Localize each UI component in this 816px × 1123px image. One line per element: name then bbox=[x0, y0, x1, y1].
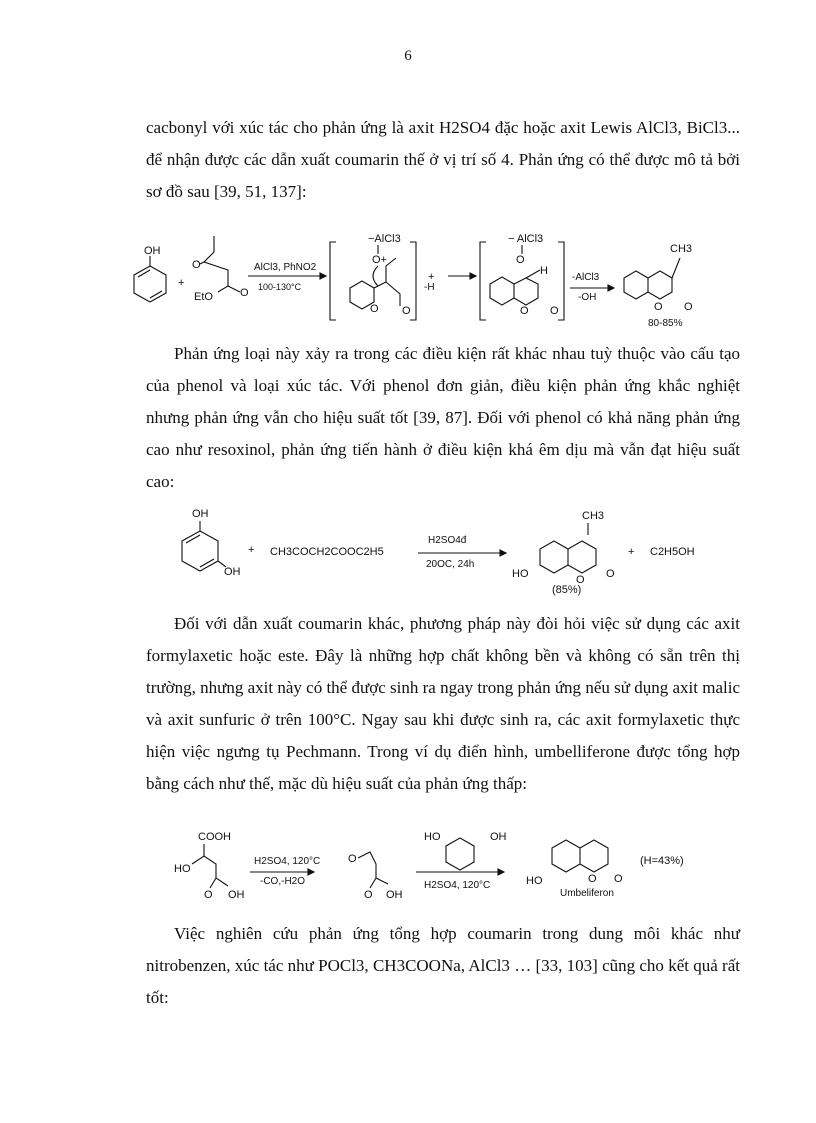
paragraph-4: Việc nghiên cứu phản ứng tổng hợp coumarin trong dung môi khác như nitrobenzen, xúc tác như POCl3, CH3COONa, AlCl3 … [33, 103] cũng cho kết quả rất tốt: bbox=[146, 924, 740, 1007]
resorcinol-oh-top: OH bbox=[192, 508, 209, 520]
resorcinol-oh-meta: OH bbox=[224, 566, 241, 578]
product-ring-o: O bbox=[654, 301, 663, 313]
keto-o: O bbox=[192, 259, 201, 271]
paragraph-1: cacbonyl với xúc tác cho phản ứng là axit H2SO4 đặc hoặc axit Lewis AlCl3, BiCl3... để nhận được các dẫn xuất coumarin thế ở vị trí số 4. Phản ứng có thể được mô tả bởi sơ đồ sau [39, 51, 137]: bbox=[146, 118, 740, 201]
product-carbonyl-o: O bbox=[606, 568, 615, 580]
alcl3-complex-b: − AlCl3 bbox=[508, 233, 544, 245]
scheme2-condition-bottom: 20OC, 24h bbox=[426, 559, 475, 570]
ethyl-acetoacetate: CH3COCH2COOC2H5 bbox=[270, 546, 384, 558]
ethanol: C2H5OH bbox=[650, 546, 695, 558]
minus-oh: -OH bbox=[578, 292, 597, 303]
umbelliferone-carbonyl-o: O bbox=[614, 873, 623, 885]
scheme2-condition-top: H2SO4đ bbox=[428, 535, 467, 546]
malic-cooh: COOH bbox=[198, 831, 231, 843]
ring-o-b: O bbox=[520, 305, 529, 317]
reaction-scheme-1 bbox=[120, 228, 720, 328]
product-ch3: CH3 bbox=[670, 243, 693, 255]
alcl3-complex-a: −AlCl3 bbox=[368, 233, 401, 245]
minus-alcl3: -AlCl3 bbox=[572, 272, 600, 283]
phenol-oh: OH bbox=[144, 245, 161, 257]
ester-o: O bbox=[240, 287, 249, 299]
scheme1-condition-top: AlCl3, PhNO2 bbox=[254, 262, 317, 273]
minus-h: -H bbox=[424, 282, 435, 293]
reaction-scheme-3 bbox=[120, 826, 720, 906]
product-carbonyl-o: O bbox=[684, 301, 693, 313]
paragraph-3: Đối với dẫn xuất coumarin khác, phương pháp này đòi hỏi việc sử dụng các axit formylaxetic hoặc este. Đây là những hợp chất không bền và không có sẵn trên thị trường, nhưng axit này có thể được sinh ra ngay trong phản ứng nếu sử dụng axit malic và axit sunfuric ở trên 100°C. Ngay sau khi được sinh ra, các axit formylaxetic thực hiện việc ngưng tụ Pechmann. Trong ví dụ điển hình, umbelliferone được tổng hợp bằng cách như thế, mặc dù hiệu suất của phản ứng thấp: bbox=[146, 614, 740, 793]
h-atom-b: H bbox=[540, 265, 548, 277]
product-ho: HO bbox=[512, 568, 529, 580]
plus-sign-1: + bbox=[248, 544, 255, 556]
scheme3-condition-2: H2SO4, 120°C bbox=[424, 880, 491, 891]
aldehyde-o: O bbox=[348, 853, 357, 865]
oxonium-a: O+ bbox=[372, 254, 387, 266]
product-name: Umbeliferon bbox=[560, 888, 614, 899]
resorcinol-oh: OH bbox=[490, 831, 507, 843]
carbonyl-o-a: O bbox=[402, 305, 411, 317]
acid-oh: OH bbox=[386, 889, 403, 901]
malic-o: O bbox=[204, 889, 213, 901]
reaction-scheme-2 bbox=[120, 505, 720, 600]
paragraph-2: Phản ứng loại này xảy ra trong các điều kiện rất khác nhau tuỳ thuộc vào cấu tạo của phenol và loại xúc tác. Với phenol đơn giản, điều kiện phản ứng khắc nghiệt nhưng phản ứng vẫn cho hiệu suất tốt [39, 87]. Đối với phenol có khả năng phản ứng cao như resoxinol, phản ứng tiến hành ở điều kiện khá êm dịu mà vẫn đạt hiệu suất cao: bbox=[146, 344, 740, 491]
scheme1-yield: 80-85% bbox=[648, 318, 683, 328]
scheme3-condition-1-bottom: -CO,-H2O bbox=[260, 876, 305, 887]
scheme1-condition-bottom: 100-130°C bbox=[258, 282, 302, 292]
malic-ho: HO bbox=[174, 863, 191, 875]
page-number: 6 bbox=[404, 48, 412, 64]
plus-sign-2: + bbox=[628, 546, 635, 558]
malic-oh: OH bbox=[228, 889, 245, 901]
scheme2-yield: (85%) bbox=[552, 584, 582, 596]
scheme3-condition-1-top: H2SO4, 120°C bbox=[254, 856, 321, 867]
umbelliferone-ho: HO bbox=[526, 875, 543, 887]
oxygen-b: O bbox=[516, 254, 525, 266]
resorcinol-ho: HO bbox=[424, 831, 441, 843]
product-ch3: CH3 bbox=[582, 510, 605, 522]
scheme3-yield: (H=43%) bbox=[640, 855, 684, 867]
plus-sign: + bbox=[178, 277, 185, 289]
ring-o-a: O bbox=[370, 303, 379, 315]
proton-plus: + bbox=[428, 271, 435, 283]
carbonyl-o-b: O bbox=[550, 305, 559, 317]
umbelliferone-ring-o: O bbox=[588, 873, 597, 885]
product-ring-o: O bbox=[576, 574, 585, 586]
eto-label: EtO bbox=[194, 291, 213, 303]
acid-o: O bbox=[364, 889, 373, 901]
